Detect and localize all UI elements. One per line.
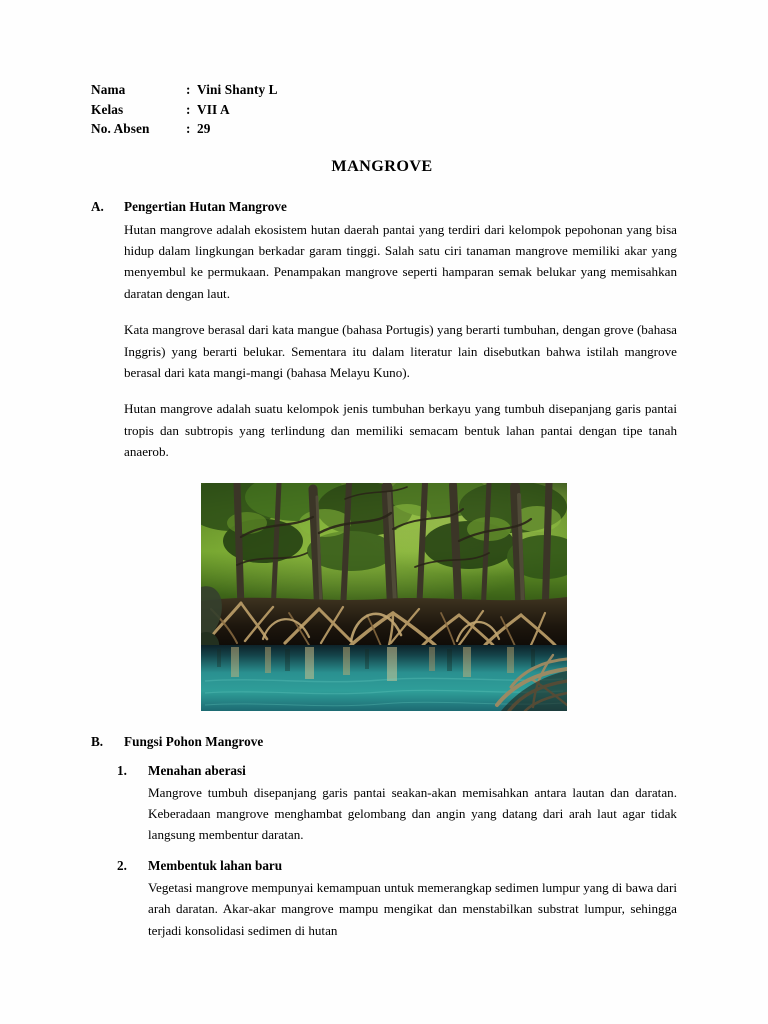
section-b-item-1-paragraph: Mangrove tumbuh disepanjang garis pantai seakan-akan memisahkan antara lautan dan daratan. Keberadaan mangrove menghambat gelombang dan angin yang datang dari arah laut agar tidak langsung membentur daratan.: [148, 784, 677, 843]
section-a-paragraph-1: Hutan mangrove adalah ekosistem hutan daerah pantai yang terdiri dari kelompok pepohonan yang bisa hidup dalam lingkungan berkadar garam tinggi. Salah satu ciri tanaman mangrove memiliki akar yang menyembul ke permukaan. Penampakan mangrove seperti hamparan semak belukar yang memisahkan daratan dengan laut.: [124, 221, 677, 301]
section-a-heading: [91, 198, 677, 216]
section-b-item-2-heading: [91, 857, 677, 875]
section-b-marker: B.: [91, 733, 104, 749]
identity-value-nama: Vini Shanty L: [197, 82, 278, 97]
identity-separator-kelas: :: [186, 101, 191, 117]
section-b-title: Fungsi Pohon Mangrove: [124, 733, 264, 749]
section-b-item-1: [91, 762, 677, 846]
section-b-item-2-body: [91, 877, 677, 941]
identity-row-absen: [91, 119, 677, 139]
section-b-item-2: [91, 857, 677, 941]
identity-row-kelas: [91, 100, 677, 120]
page-title: MANGROVE: [331, 156, 433, 175]
section-b-heading: [91, 733, 677, 751]
identity-label-absen: No. Absen: [91, 121, 150, 136]
section-a-title: Pengertian Hutan Mangrove: [124, 198, 287, 214]
section-a-paragraph-3: Hutan mangrove adalah suatu kelompok jenis tumbuhan berkayu yang tumbuh disepanjang garis pantai tropis dan subtropis yang terlindung dan memiliki semacam bentuk lahan pantai dengan tipe tanah anaerob.: [124, 401, 677, 460]
mangrove-forest-photo: [201, 483, 567, 711]
identity-row-nama: [91, 80, 677, 100]
identity-value-absen: 29: [197, 121, 211, 136]
section-b-item-2-title: Membentuk lahan baru: [148, 857, 283, 873]
student-identity-block: [91, 80, 677, 139]
figure-container: [91, 483, 677, 711]
page-content: [91, 80, 677, 941]
identity-separator-absen: :: [186, 121, 191, 136]
section-b-item-1-title: Menahan aberasi: [148, 762, 246, 778]
section-b-item-1-body: [91, 782, 677, 846]
section-a-body: [91, 219, 677, 463]
section-b: [91, 733, 677, 941]
section-a: [91, 198, 677, 463]
identity-separator-nama: :: [186, 82, 191, 97]
section-b-item-1-marker: 1.: [117, 762, 127, 778]
identity-label-kelas: Kelas: [91, 101, 124, 117]
mangrove-photo-illustration: [201, 483, 567, 711]
section-a-paragraph-2: Kata mangrove berasal dari kata mangue (bahasa Portugis) yang berarti tumbuhan, dengan grove (bahasa Inggris) yang berarti belukar. Sementara itu dalam literatur lain disebutkan bahwa istilah mangrove berasal dari kata mangi-mangi (bahasa Melayu Kuno).: [124, 322, 677, 380]
section-b-item-2-marker: 2.: [117, 857, 127, 873]
section-b-item-1-heading: [91, 762, 677, 780]
section-b-item-2-paragraph: Vegetasi mangrove mempunyai kemampuan untuk memerangkap sedimen lumpur yang di bawa dari arah daratan. Akar-akar mangrove mampu mengikat dan menstabilkan substrat lumpur, sehingga terjadi konsolidasi sedimen di hutan: [148, 879, 677, 938]
section-a-marker: A.: [91, 198, 104, 214]
identity-label-nama: Nama: [91, 82, 126, 97]
identity-value-kelas: VII A: [197, 101, 230, 117]
